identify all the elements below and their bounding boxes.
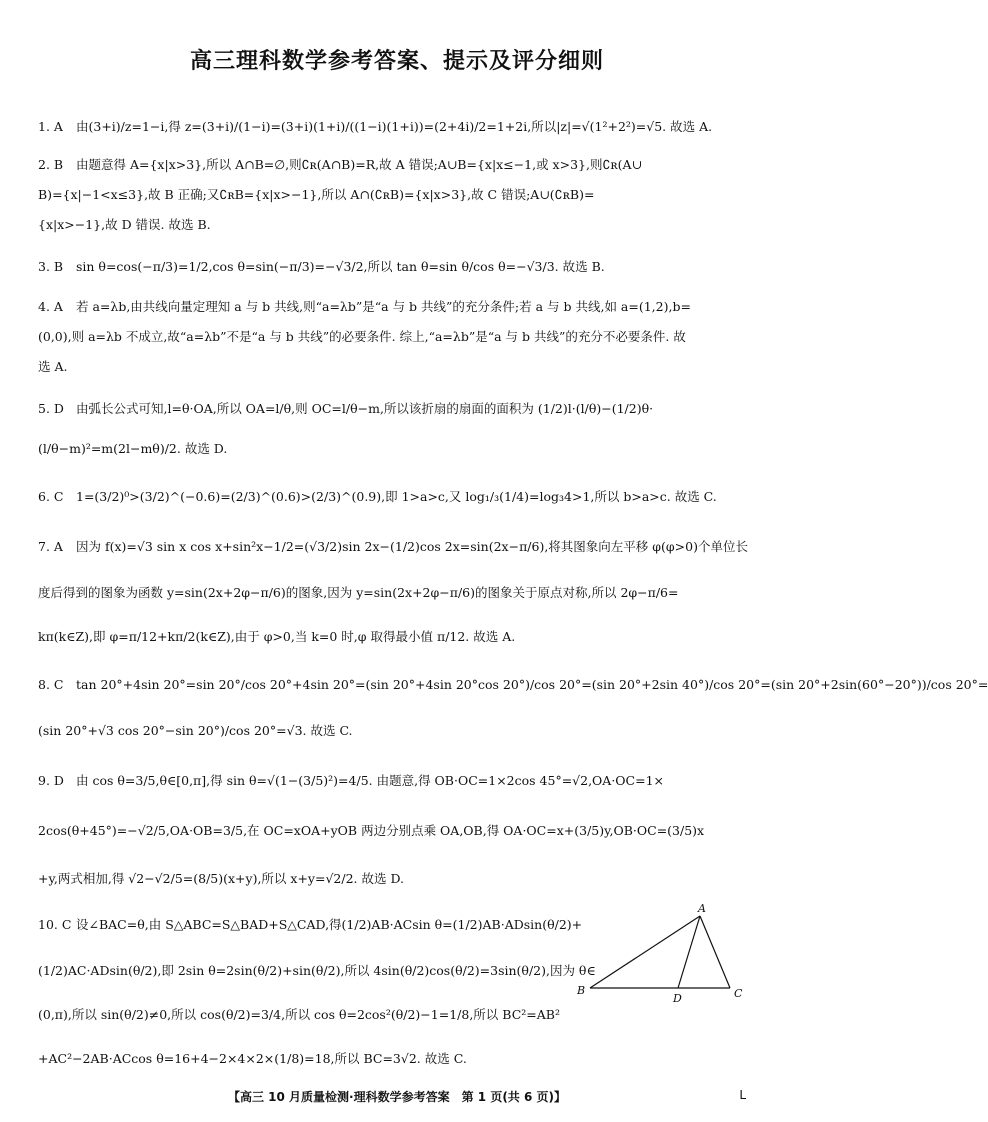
q2-label: 2. B <box>38 157 64 172</box>
triangle-figure <box>572 902 752 1010</box>
point-d-label: D <box>673 992 682 1005</box>
point-b-label: B <box>577 984 586 997</box>
q7-line-1 <box>38 538 750 556</box>
q9-label: 9. D <box>38 773 64 788</box>
side-ab <box>590 916 700 988</box>
q3-label: 3. B <box>38 259 64 274</box>
q10-line-1 <box>38 916 583 934</box>
segment-ad <box>678 916 700 988</box>
q6-line-1 <box>38 488 750 506</box>
q8-text-1: tan 20°+4sin 20°=sin 20°/cos 20°+4sin 20°=(sin 20°+4sin 20°cos 20°)/cos 20°=(sin 20°+2sin 40°)/cos 20°=(sin 20°+2sin(60°−20°))/cos 20°= <box>76 677 988 692</box>
q2-line-1 <box>38 156 750 174</box>
q10-line-4: +AC²−2AB·ACcos θ=16+4−2×4×2×(1/8)=18,所以 BC=3√2. 故选 C. <box>38 1051 467 1066</box>
q2-line-2: B)={x|−1<x≤3},故 B 正确;又∁ʀB={x|x>−1},所以 A∩(∁ʀB)={x|x>3},故 C 错误;A∪(∁ʀB)= <box>38 187 595 202</box>
q4-label: 4. A <box>38 299 63 314</box>
q4-line-1 <box>38 298 750 316</box>
q10-label: 10. C <box>38 917 72 932</box>
q9-line-1 <box>38 772 750 790</box>
q7-text-1: 因为 f(x)=√3 sin x cos x+sin²x−1/2=(√3/2)sin 2x−(1/2)cos 2x=sin(2x−π/6),将其图象向左平移 φ(φ>0)个单位长 <box>76 539 748 554</box>
q5-line-1 <box>38 400 750 418</box>
q10-line-3: (0,π),所以 sin(θ/2)≠0,所以 cos(θ/2)=3/4,所以 cos θ=2cos²(θ/2)−1=1/8,所以 BC²=AB² <box>38 1007 560 1022</box>
q8-line-2: (sin 20°+√3 cos 20°−sin 20°)/cos 20°=√3. 故选 C. <box>38 723 353 738</box>
q4-line-3: 选 A. <box>38 359 68 374</box>
q9-line-3: +y,两式相加,得 √2−√2/5=(8/5)(x+y),所以 x+y=√2/2. 故选 D. <box>38 871 405 886</box>
q4-text-1: 若 a=λb,由共线向量定理知 a 与 b 共线,则“a=λb”是“a 与 b 共线”的充分条件;若 a 与 b 共线,如 a=(1,2),b= <box>76 299 691 314</box>
q7-label: 7. A <box>38 539 63 554</box>
q4-line-2: (0,0),则 a=λb 不成立,故“a=λb”不是“a 与 b 共线”的必要条件. 综上,“a=λb”是“a 与 b 共线”的充分不必要条件. 故 <box>38 329 686 344</box>
q6-label: 6. C <box>38 489 64 504</box>
q2-text-1: 由题意得 A={x|x>3},所以 A∩B=∅,则∁ʀ(A∩B)=R,故 A 错误;A∪B={x|x≤−1,或 x>3},则∁ʀ(A∪ <box>76 157 643 172</box>
q6-text: 1=(3/2)⁰>(3/2)^(−0.6)=(2/3)^(0.6)>(2/3)^(0.9),即 1>a>c,又 log₁/₃(1/4)=log₃4>1,所以 b>a>c. 故选 C. <box>76 489 717 504</box>
page-footer: 【高三 10 月质量检测·理科数学参考答案 第 1 页(共 6 页)】 <box>228 1090 566 1104</box>
q10-text-1: 设∠BAC=θ,由 S△ABC=S△BAD+S△CAD,得(1/2)AB·ACsin θ=(1/2)AB·ADsin(θ/2)+ <box>76 917 583 932</box>
q10-line-2: (1/2)AC·ADsin(θ/2),即 2sin θ=2sin(θ/2)+sin(θ/2),所以 4sin(θ/2)cos(θ/2)=3sin(θ/2),因为 θ∈ <box>38 963 596 978</box>
q1-text: 由(3+i)/z=1−i,得 z=(3+i)/(1−i)=(3+i)(1+i)/((1−i)(1+i))=(2+4i)/2=1+2i,所以|z|=√(1²+2²)=√5. 故选 A. <box>76 119 713 134</box>
q5-line-2: (l/θ−m)²=m(2l−mθ)/2. 故选 D. <box>38 441 228 456</box>
q3-text: sin θ=cos(−π/3)=1/2,cos θ=sin(−π/3)=−√3/2,所以 tan θ=sin θ/cos θ=−√3/3. 故选 B. <box>76 259 605 274</box>
q9-text-1: 由 cos θ=3/5,θ∈[0,π],得 sin θ=√(1−(3/5)²)=4/5. 由题意,得 OB·OC=1×2cos 45°=√2,OA·OC=1× <box>76 773 665 788</box>
q5-text-1: 由弧长公式可知,l=θ·OA,所以 OA=l/θ,则 OC=l/θ−m,所以该折扇的扇面的面积为 (1/2)l·(l/θ)−(1/2)θ· <box>76 401 654 416</box>
q2-line-3: {x|x>−1},故 D 错误. 故选 B. <box>38 217 211 232</box>
point-a-label: A <box>698 902 706 915</box>
q8-line-1 <box>38 676 988 694</box>
page-title: 高三理科数学参考答案、提示及评分细则 <box>189 49 604 74</box>
q9-line-2: 2cos(θ+45°)=−√2/5,OA·OB=3/5,在 OC=xOA+yOB 两边分别点乘 OA,OB,得 OA·OC=x+(3/5)y,OB·OC=(3/5)x <box>38 823 705 838</box>
q3-line-1 <box>38 258 750 276</box>
point-c-label: C <box>734 987 743 1000</box>
q8-label: 8. C <box>38 677 64 692</box>
side-ac <box>700 916 730 988</box>
q1-label: 1. A <box>38 119 63 134</box>
q7-line-2: 度后得到的图象为函数 y=sin(2x+2φ−π/6)的图象,因为 y=sin(2x+2φ−π/6)的图象关于原点对称,所以 2φ−π/6= <box>38 585 679 600</box>
q7-line-3: kπ(k∈Z),即 φ=π/12+kπ/2(k∈Z),由于 φ>0,当 k=0 时,φ 取得最小值 π/12. 故选 A. <box>38 629 516 644</box>
triangle-diagram <box>572 902 752 1010</box>
q1-line-1 <box>38 118 750 136</box>
corner-mark: L <box>739 1088 746 1102</box>
q5-label: 5. D <box>38 401 64 416</box>
